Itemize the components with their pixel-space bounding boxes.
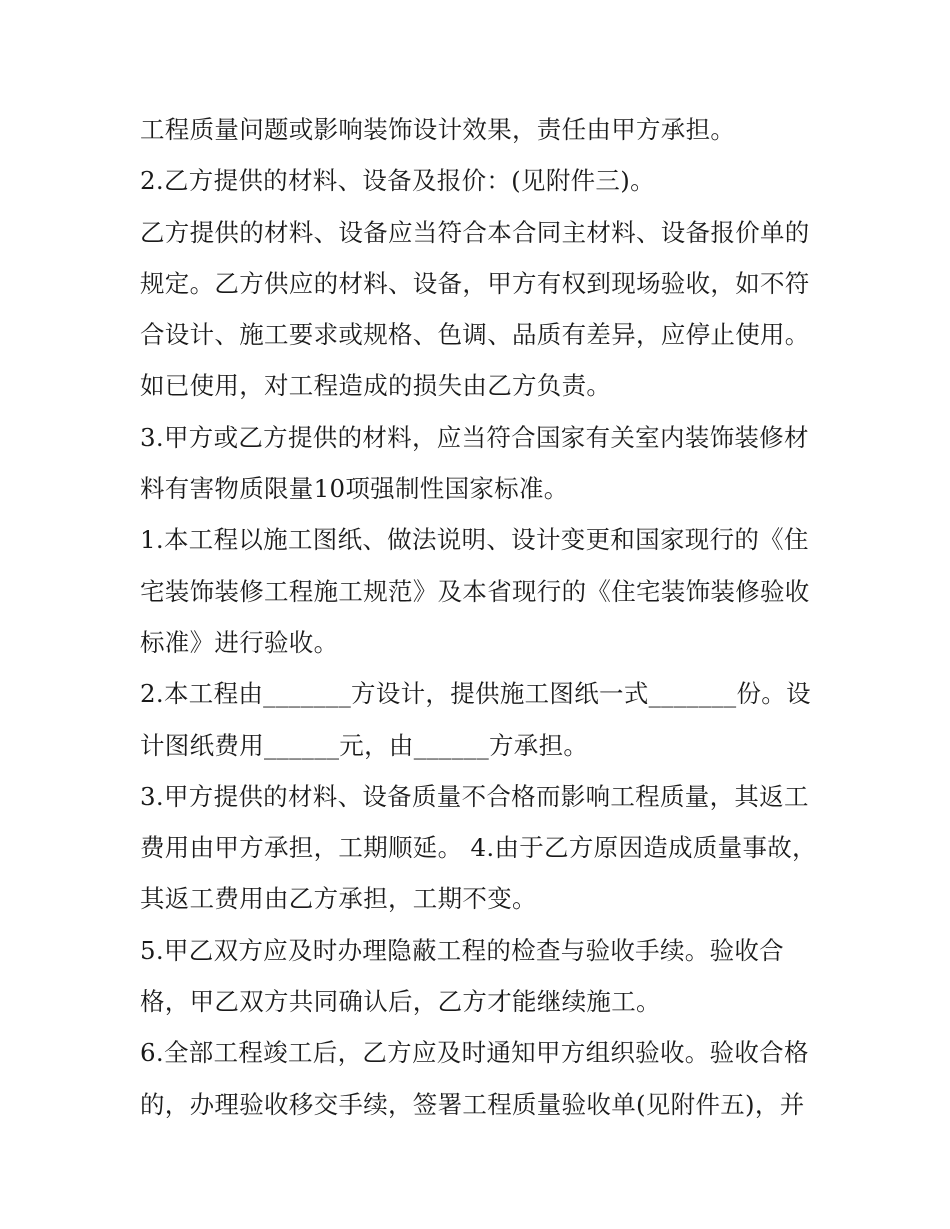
text-line: 3.甲方提供的材料、设备质量不合格而影响工程质量，其返工 bbox=[140, 781, 809, 811]
text-line: 料有害物质限量10项强制性国家标准。 bbox=[140, 474, 569, 504]
text-line: 宅装饰装修工程施工规范》及本省现行的《住宅装饰装修验收 bbox=[140, 576, 810, 606]
text-line: 1.本工程以施工图纸、做法说明、设计变更和国家现行的《住 bbox=[140, 525, 809, 555]
text-line: 费用由甲方承担，工期顺延。 4.由于乙方原因造成质量事故， bbox=[140, 833, 817, 863]
text-line: 6.全部工程竣工后，乙方应及时通知甲方组织验收。验收合格 bbox=[140, 1038, 809, 1068]
text-line: 如已使用，对工程造成的损失由乙方负责。 bbox=[140, 371, 612, 401]
text-line: 工程质量问题或影响装饰设计效果，责任由甲方承担。 bbox=[140, 115, 736, 144]
text-line: 乙方提供的材料、设备应当符合本合同主材料、设备报价单的 bbox=[140, 217, 810, 247]
text-line: 格，甲乙双方共同确认后，乙方才能继续施工。 bbox=[140, 987, 661, 1017]
text-line: 其返工费用由乙方承担，工期不变。 bbox=[140, 884, 537, 914]
contract-body-text bbox=[140, 104, 820, 1130]
text-line: 计图纸费用______元，由______方承担。 bbox=[140, 730, 589, 760]
text-line: 标准》进行验收。 bbox=[140, 627, 339, 657]
text-line: 2.本工程由_______方设计，提供施工图纸一式_______份。设 bbox=[140, 679, 811, 709]
text-line: 3.甲方或乙方提供的材料，应当符合国家有关室内装饰装修材 bbox=[140, 422, 809, 452]
text-line: 2.乙方提供的材料、设备及报价：(见附件三)。 bbox=[140, 166, 655, 196]
text-line: 5.甲乙双方应及时办理隐蔽工程的检查与验收手续。验收合 bbox=[140, 935, 784, 965]
text-line: 规定。乙方供应的材料、设备，甲方有权到现场验收，如不符 bbox=[140, 268, 810, 298]
text-line: 的，办理验收移交手续，签署工程质量验收单(见附件五)，并 bbox=[140, 1089, 805, 1119]
text-line: 合设计、施工要求或规格、色调、品质有差异，应停止使用。 bbox=[140, 320, 810, 350]
